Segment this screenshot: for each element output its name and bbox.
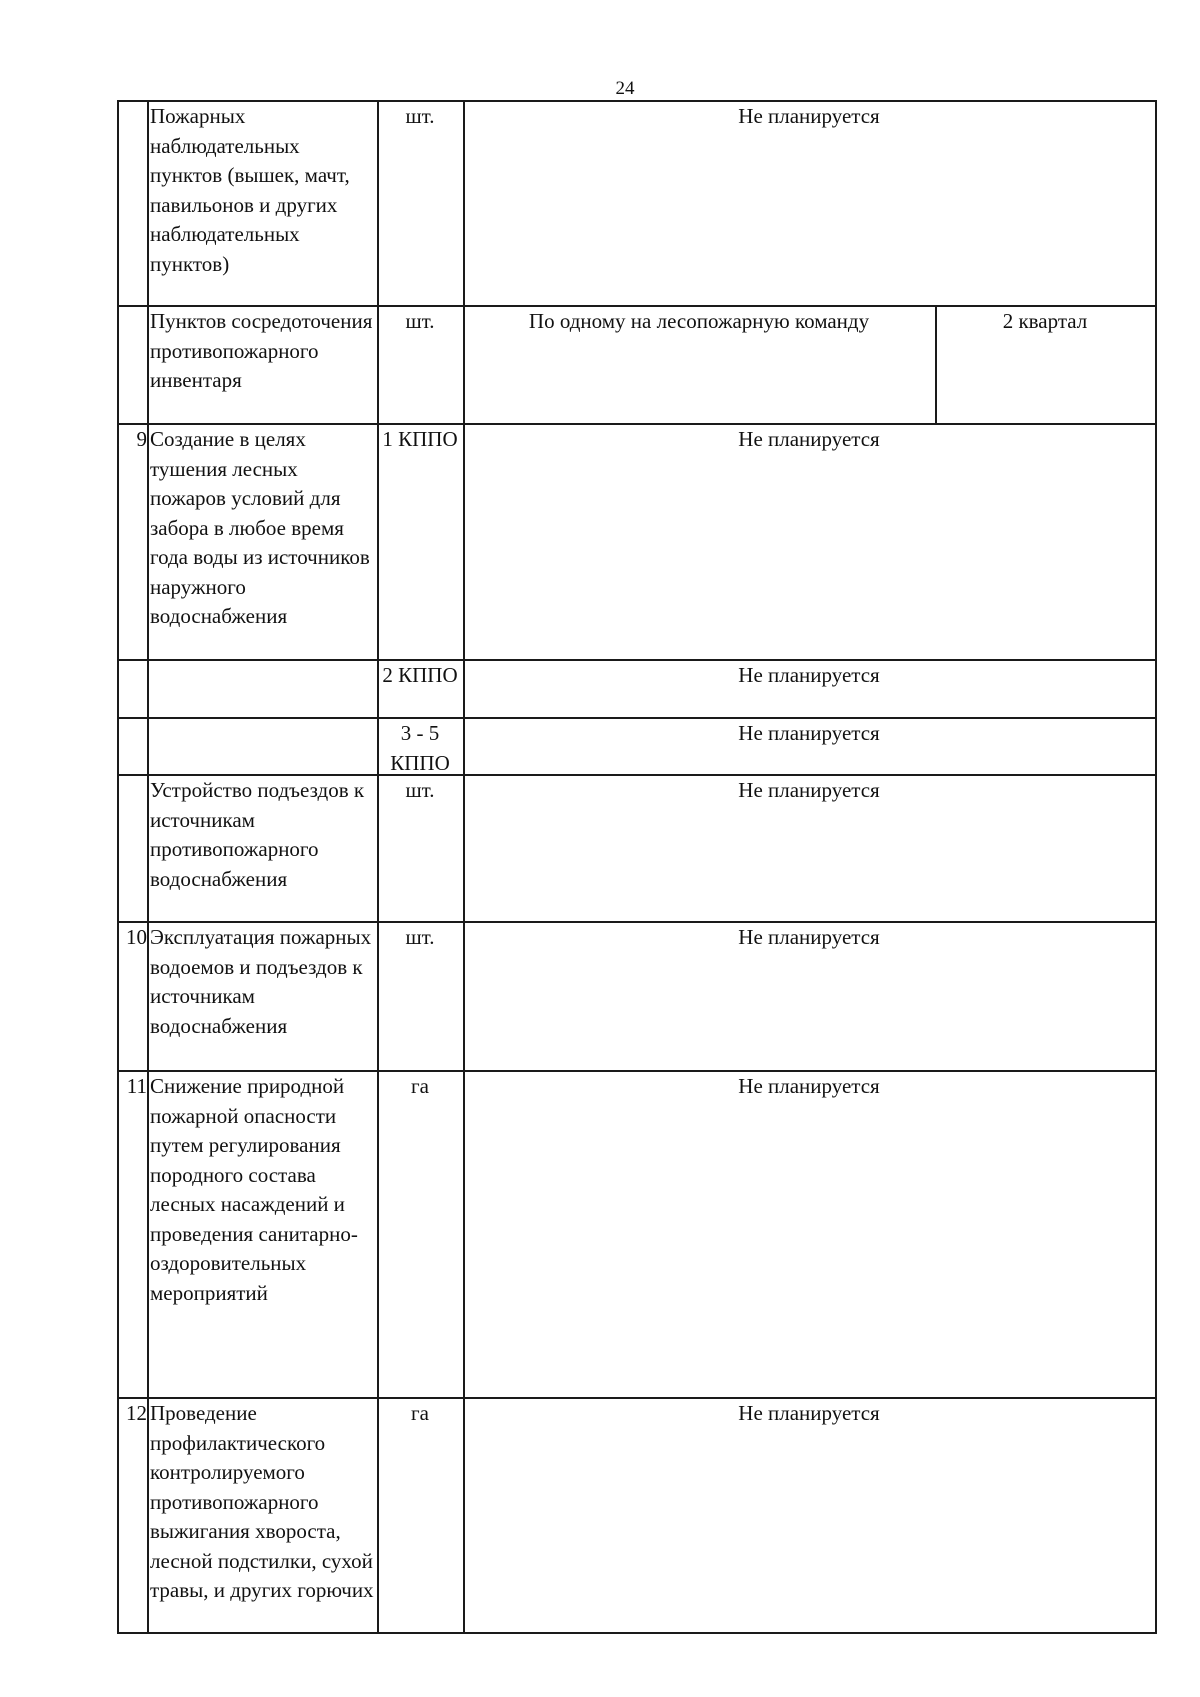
row-number [120, 307, 147, 421]
row-unit: шт. [405, 778, 435, 802]
column-border [147, 100, 149, 1634]
column-border [117, 100, 119, 1634]
row-unit: 2 КППО [382, 663, 458, 687]
row-unit: шт. [405, 925, 435, 949]
column-border [1155, 100, 1157, 1634]
row-name [150, 661, 374, 715]
row-plan: По одному на лесопожарную команду [528, 309, 870, 333]
row-number [120, 661, 147, 715]
row-plan: Не планируется [738, 104, 880, 128]
row-unit: га [411, 1401, 429, 1425]
row-number [120, 719, 147, 772]
row-unit: 1 КППО [382, 427, 458, 451]
row-plan: Не планируется [738, 925, 880, 949]
row-unit: шт. [405, 309, 435, 333]
row-unit: га [411, 1074, 429, 1098]
row-name: Пожарных наблюдательных пунктов (вышек, мачт, павильонов и других наблюдательных пунктов) [150, 104, 350, 276]
row-name [150, 719, 374, 772]
column-border [935, 305, 937, 423]
row-name: Создание в целях тушения лесных пожаров условий для забора в любое время года воды из источников наружного водоснабжения [150, 427, 370, 628]
row-number [120, 776, 147, 919]
row-unit: 3 - 5 КППО [390, 721, 450, 775]
row-plan: Не планируется [738, 721, 880, 745]
column-border [463, 100, 465, 1634]
column-border [377, 100, 379, 1634]
row-number: 10 [126, 925, 147, 949]
row-name: Проведение профилактического контролируемого противопожарного выжигания хвороста, лесной подстилки, сухой травы, и других горючих [150, 1401, 374, 1602]
row-name: Пунктов сосредоточения противопожарного инвентаря [150, 309, 373, 392]
row-term: 2 квартал [1002, 309, 1088, 333]
row-plan: Не планируется [738, 1401, 880, 1425]
row-number [120, 102, 147, 303]
row-number: 11 [126, 1074, 147, 1098]
row-unit: шт. [405, 104, 435, 128]
row-border [117, 1632, 1157, 1634]
row-name: Устройство подъездов к источникам противопожарного водоснабжения [150, 778, 365, 891]
row-plan: Не планируется [738, 663, 880, 687]
row-plan: Не планируется [738, 778, 880, 802]
row-name: Снижение природной пожарной опасности путем регулирования породного состава лесных насаждений и проведения санитарно-оздоровительных мероприятий [150, 1074, 358, 1305]
row-plan: Не планируется [738, 427, 880, 451]
row-plan: Не планируется [738, 1074, 880, 1098]
page-number: 24 [615, 78, 635, 99]
row-number: 9 [136, 427, 147, 451]
row-number: 12 [126, 1401, 147, 1425]
row-name: Эксплуатация пожарных водоемов и подъездов к источникам водоснабжения [150, 925, 372, 1038]
